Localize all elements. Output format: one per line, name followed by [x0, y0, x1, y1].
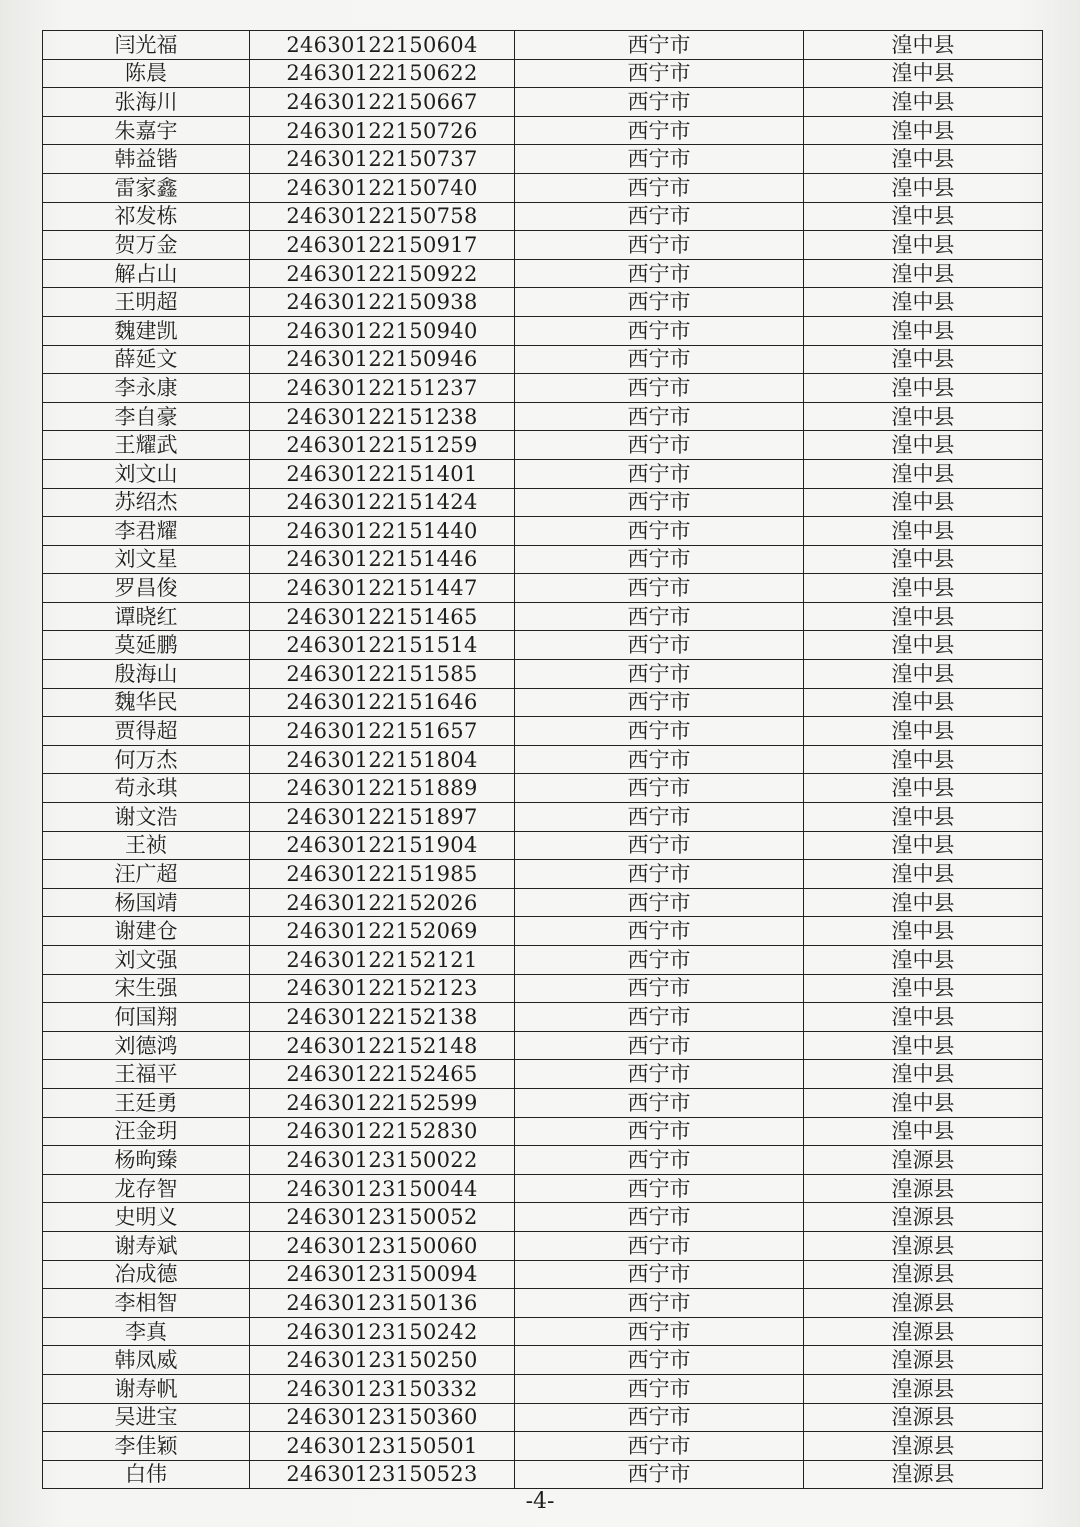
county-cell: 湟中县	[804, 374, 1043, 403]
city-cell: 西宁市	[515, 1346, 804, 1375]
county-cell: 湟中县	[804, 1060, 1043, 1089]
county-cell: 湟中县	[804, 774, 1043, 803]
city-cell: 西宁市	[515, 860, 804, 889]
exam-id-cell: 24630122150726	[250, 116, 515, 145]
city-cell: 西宁市	[515, 1260, 804, 1289]
name-cell: 李相智	[43, 1289, 250, 1318]
table-row	[43, 574, 1043, 603]
name-cell: 杨国靖	[43, 888, 250, 917]
city-cell: 西宁市	[515, 202, 804, 231]
city-cell: 西宁市	[515, 1203, 804, 1232]
exam-id-cell: 24630122152138	[250, 1003, 515, 1032]
city-cell: 西宁市	[515, 631, 804, 660]
county-cell: 湟中县	[804, 1031, 1043, 1060]
city-cell: 西宁市	[515, 831, 804, 860]
city-cell: 西宁市	[515, 745, 804, 774]
county-cell: 湟中县	[804, 831, 1043, 860]
exam-id-cell: 24630122151889	[250, 774, 515, 803]
county-cell: 湟源县	[804, 1174, 1043, 1203]
exam-id-cell: 24630122151238	[250, 402, 515, 431]
city-cell: 西宁市	[515, 345, 804, 374]
exam-id-cell: 24630123150022	[250, 1146, 515, 1175]
city-cell: 西宁市	[515, 660, 804, 689]
table-row	[43, 831, 1043, 860]
city-cell: 西宁市	[515, 1003, 804, 1032]
table-row	[43, 202, 1043, 231]
county-cell: 湟中县	[804, 431, 1043, 460]
county-cell: 湟中县	[804, 288, 1043, 317]
name-cell: 解占山	[43, 259, 250, 288]
county-cell: 湟中县	[804, 1117, 1043, 1146]
name-cell: 闫光福	[43, 31, 250, 60]
exam-id-cell: 24630122152465	[250, 1060, 515, 1089]
county-cell: 湟中县	[804, 173, 1043, 202]
city-cell: 西宁市	[515, 1403, 804, 1432]
name-cell: 李真	[43, 1317, 250, 1346]
city-cell: 西宁市	[515, 116, 804, 145]
county-cell: 湟中县	[804, 631, 1043, 660]
city-cell: 西宁市	[515, 288, 804, 317]
table-row	[43, 173, 1043, 202]
table-row	[43, 488, 1043, 517]
table-row	[43, 917, 1043, 946]
name-cell: 刘文星	[43, 545, 250, 574]
name-cell: 白伟	[43, 1460, 250, 1489]
exam-id-cell: 24630122152830	[250, 1117, 515, 1146]
city-cell: 西宁市	[515, 402, 804, 431]
county-cell: 湟中县	[804, 345, 1043, 374]
city-cell: 西宁市	[515, 946, 804, 975]
city-cell: 西宁市	[515, 774, 804, 803]
name-cell: 韩凤威	[43, 1346, 250, 1375]
exam-id-cell: 24630122151804	[250, 745, 515, 774]
table-row	[43, 431, 1043, 460]
county-cell: 湟中县	[804, 59, 1043, 88]
exam-id-cell: 24630122151237	[250, 374, 515, 403]
city-cell: 西宁市	[515, 1289, 804, 1318]
city-cell: 西宁市	[515, 316, 804, 345]
table-row	[43, 1231, 1043, 1260]
county-cell: 湟中县	[804, 1088, 1043, 1117]
table-row	[43, 660, 1043, 689]
exam-id-cell: 24630122151446	[250, 545, 515, 574]
roster-table	[42, 30, 1043, 1489]
name-cell: 史明义	[43, 1203, 250, 1232]
city-cell: 西宁市	[515, 231, 804, 260]
county-cell: 湟源县	[804, 1460, 1043, 1489]
exam-id-cell: 24630122151424	[250, 488, 515, 517]
table-row	[43, 259, 1043, 288]
table-row	[43, 402, 1043, 431]
name-cell: 杨昫臻	[43, 1146, 250, 1175]
table-row	[43, 1432, 1043, 1461]
name-cell: 王耀武	[43, 431, 250, 460]
city-cell: 西宁市	[515, 374, 804, 403]
table-row	[43, 745, 1043, 774]
table-row	[43, 860, 1043, 889]
city-cell: 西宁市	[515, 1088, 804, 1117]
table-row	[43, 717, 1043, 746]
exam-id-cell: 24630122152599	[250, 1088, 515, 1117]
county-cell: 湟中县	[804, 545, 1043, 574]
exam-id-cell: 24630122150940	[250, 316, 515, 345]
county-cell: 湟中县	[804, 1003, 1043, 1032]
exam-id-cell: 24630122151259	[250, 431, 515, 460]
county-cell: 湟中县	[804, 974, 1043, 1003]
city-cell: 西宁市	[515, 717, 804, 746]
name-cell: 王明超	[43, 288, 250, 317]
table-row	[43, 688, 1043, 717]
table-row	[43, 774, 1043, 803]
city-cell: 西宁市	[515, 888, 804, 917]
city-cell: 西宁市	[515, 1317, 804, 1346]
exam-id-cell: 24630123150060	[250, 1231, 515, 1260]
table-row	[43, 1117, 1043, 1146]
name-cell: 祁发栋	[43, 202, 250, 231]
table-row	[43, 1060, 1043, 1089]
table-row	[43, 803, 1043, 832]
city-cell: 西宁市	[515, 59, 804, 88]
county-cell: 湟源县	[804, 1289, 1043, 1318]
table-row	[43, 231, 1043, 260]
exam-id-cell: 24630122150758	[250, 202, 515, 231]
table-row	[43, 1403, 1043, 1432]
table-row	[43, 1003, 1043, 1032]
name-cell: 汪广超	[43, 860, 250, 889]
exam-id-cell: 24630122150922	[250, 259, 515, 288]
exam-id-cell: 24630122150946	[250, 345, 515, 374]
table-row	[43, 1146, 1043, 1175]
table-row	[43, 1317, 1043, 1346]
city-cell: 西宁市	[515, 1117, 804, 1146]
county-cell: 湟源县	[804, 1203, 1043, 1232]
city-cell: 西宁市	[515, 1432, 804, 1461]
name-cell: 薛延文	[43, 345, 250, 374]
county-cell: 湟源县	[804, 1346, 1043, 1375]
city-cell: 西宁市	[515, 917, 804, 946]
table-row	[43, 116, 1043, 145]
exam-id-cell: 24630122151985	[250, 860, 515, 889]
name-cell: 陈晨	[43, 59, 250, 88]
exam-id-cell: 24630122152123	[250, 974, 515, 1003]
name-cell: 张海川	[43, 88, 250, 117]
county-cell: 湟源县	[804, 1231, 1043, 1260]
city-cell: 西宁市	[515, 1146, 804, 1175]
exam-id-cell: 24630122152121	[250, 946, 515, 975]
table-row	[43, 517, 1043, 546]
table-row	[43, 288, 1043, 317]
county-cell: 湟中县	[804, 917, 1043, 946]
city-cell: 西宁市	[515, 88, 804, 117]
county-cell: 湟中县	[804, 316, 1043, 345]
name-cell: 韩益锴	[43, 145, 250, 174]
name-cell: 李君耀	[43, 517, 250, 546]
page-number: -4-	[525, 1489, 555, 1514]
table-row	[43, 946, 1043, 975]
name-cell: 刘文强	[43, 946, 250, 975]
exam-id-cell: 24630122152148	[250, 1031, 515, 1060]
city-cell: 西宁市	[515, 517, 804, 546]
exam-id-cell: 24630123150360	[250, 1403, 515, 1432]
city-cell: 西宁市	[515, 602, 804, 631]
exam-id-cell: 24630122151897	[250, 803, 515, 832]
exam-id-cell: 24630123150094	[250, 1260, 515, 1289]
city-cell: 西宁市	[515, 574, 804, 603]
name-cell: 汪金玥	[43, 1117, 250, 1146]
county-cell: 湟中县	[804, 202, 1043, 231]
city-cell: 西宁市	[515, 488, 804, 517]
county-cell: 湟源县	[804, 1374, 1043, 1403]
name-cell: 苟永琪	[43, 774, 250, 803]
name-cell: 谢寿帆	[43, 1374, 250, 1403]
city-cell: 西宁市	[515, 1060, 804, 1089]
table-row	[43, 1289, 1043, 1318]
county-cell: 湟中县	[804, 946, 1043, 975]
exam-id-cell: 24630122151465	[250, 602, 515, 631]
county-cell: 湟中县	[804, 488, 1043, 517]
county-cell: 湟中县	[804, 259, 1043, 288]
county-cell: 湟中县	[804, 660, 1043, 689]
county-cell: 湟源县	[804, 1403, 1043, 1432]
name-cell: 刘文山	[43, 459, 250, 488]
name-cell: 王廷勇	[43, 1088, 250, 1117]
exam-id-cell: 24630122151514	[250, 631, 515, 660]
table-row	[43, 1460, 1043, 1489]
city-cell: 西宁市	[515, 803, 804, 832]
county-cell: 湟源县	[804, 1317, 1043, 1346]
county-cell: 湟中县	[804, 459, 1043, 488]
name-cell: 何国翔	[43, 1003, 250, 1032]
county-cell: 湟中县	[804, 803, 1043, 832]
city-cell: 西宁市	[515, 259, 804, 288]
county-cell: 湟中县	[804, 31, 1043, 60]
table-row	[43, 974, 1043, 1003]
city-cell: 西宁市	[515, 1374, 804, 1403]
exam-id-cell: 24630123150523	[250, 1460, 515, 1489]
name-cell: 刘德鸿	[43, 1031, 250, 1060]
name-cell: 殷海山	[43, 660, 250, 689]
exam-id-cell: 24630122150737	[250, 145, 515, 174]
exam-id-cell: 24630122150667	[250, 88, 515, 117]
name-cell: 莫延鹏	[43, 631, 250, 660]
county-cell: 湟中县	[804, 717, 1043, 746]
name-cell: 冶成德	[43, 1260, 250, 1289]
name-cell: 宋生强	[43, 974, 250, 1003]
exam-id-cell: 24630123150242	[250, 1317, 515, 1346]
city-cell: 西宁市	[515, 431, 804, 460]
city-cell: 西宁市	[515, 1460, 804, 1489]
exam-id-cell: 24630122150604	[250, 31, 515, 60]
name-cell: 谢文浩	[43, 803, 250, 832]
county-cell: 湟中县	[804, 860, 1043, 889]
exam-id-cell: 24630122150622	[250, 59, 515, 88]
table-row	[43, 1174, 1043, 1203]
name-cell: 龙存智	[43, 1174, 250, 1203]
exam-id-cell: 24630122151401	[250, 459, 515, 488]
exam-id-cell: 24630122151646	[250, 688, 515, 717]
exam-id-cell: 24630122152026	[250, 888, 515, 917]
county-cell: 湟源县	[804, 1432, 1043, 1461]
city-cell: 西宁市	[515, 545, 804, 574]
name-cell: 谭晓红	[43, 602, 250, 631]
county-cell: 湟中县	[804, 574, 1043, 603]
city-cell: 西宁市	[515, 173, 804, 202]
table-row	[43, 59, 1043, 88]
city-cell: 西宁市	[515, 459, 804, 488]
exam-id-cell: 24630122151904	[250, 831, 515, 860]
county-cell: 湟中县	[804, 145, 1043, 174]
county-cell: 湟中县	[804, 888, 1043, 917]
county-cell: 湟中县	[804, 231, 1043, 260]
table-row	[43, 345, 1043, 374]
table-row	[43, 602, 1043, 631]
table-row	[43, 1088, 1043, 1117]
exam-id-cell: 24630122151585	[250, 660, 515, 689]
name-cell: 朱嘉宇	[43, 116, 250, 145]
table-row	[43, 1374, 1043, 1403]
table-row	[43, 316, 1043, 345]
table-row	[43, 145, 1043, 174]
exam-id-cell: 24630123150250	[250, 1346, 515, 1375]
county-cell: 湟中县	[804, 402, 1043, 431]
city-cell: 西宁市	[515, 31, 804, 60]
county-cell: 湟中县	[804, 88, 1043, 117]
exam-id-cell: 24630122150938	[250, 288, 515, 317]
table-row	[43, 1260, 1043, 1289]
city-cell: 西宁市	[515, 145, 804, 174]
name-cell: 何万杰	[43, 745, 250, 774]
name-cell: 李永康	[43, 374, 250, 403]
name-cell: 李佳颖	[43, 1432, 250, 1461]
name-cell: 苏绍杰	[43, 488, 250, 517]
name-cell: 魏华民	[43, 688, 250, 717]
name-cell: 雷家鑫	[43, 173, 250, 202]
roster-table-body	[43, 31, 1043, 1489]
table-row	[43, 459, 1043, 488]
name-cell: 贺万金	[43, 231, 250, 260]
name-cell: 谢建仓	[43, 917, 250, 946]
table-row	[43, 1031, 1043, 1060]
exam-id-cell: 24630122151440	[250, 517, 515, 546]
county-cell: 湟中县	[804, 116, 1043, 145]
city-cell: 西宁市	[515, 688, 804, 717]
table-row	[43, 545, 1043, 574]
table-row	[43, 631, 1043, 660]
exam-id-cell: 24630123150052	[250, 1203, 515, 1232]
table-row	[43, 374, 1043, 403]
exam-id-cell: 24630123150044	[250, 1174, 515, 1203]
county-cell: 湟中县	[804, 688, 1043, 717]
city-cell: 西宁市	[515, 1231, 804, 1260]
name-cell: 贾得超	[43, 717, 250, 746]
table-row	[43, 888, 1043, 917]
name-cell: 魏建凯	[43, 316, 250, 345]
name-cell: 王福平	[43, 1060, 250, 1089]
city-cell: 西宁市	[515, 974, 804, 1003]
exam-id-cell: 24630123150136	[250, 1289, 515, 1318]
county-cell: 湟中县	[804, 517, 1043, 546]
exam-id-cell: 24630122151447	[250, 574, 515, 603]
city-cell: 西宁市	[515, 1031, 804, 1060]
name-cell: 吴进宝	[43, 1403, 250, 1432]
name-cell: 谢寿斌	[43, 1231, 250, 1260]
table-row	[43, 1203, 1043, 1232]
table-row	[43, 31, 1043, 60]
county-cell: 湟中县	[804, 745, 1043, 774]
exam-id-cell: 24630122152069	[250, 917, 515, 946]
exam-id-cell: 24630123150332	[250, 1374, 515, 1403]
exam-id-cell: 24630123150501	[250, 1432, 515, 1461]
exam-id-cell: 24630122150917	[250, 231, 515, 260]
name-cell: 罗昌俊	[43, 574, 250, 603]
table-row	[43, 1346, 1043, 1375]
name-cell: 王祯	[43, 831, 250, 860]
county-cell: 湟源县	[804, 1146, 1043, 1175]
exam-id-cell: 24630122151657	[250, 717, 515, 746]
exam-id-cell: 24630122150740	[250, 173, 515, 202]
city-cell: 西宁市	[515, 1174, 804, 1203]
table-row	[43, 88, 1043, 117]
name-cell: 李自豪	[43, 402, 250, 431]
county-cell: 湟中县	[804, 602, 1043, 631]
county-cell: 湟源县	[804, 1260, 1043, 1289]
